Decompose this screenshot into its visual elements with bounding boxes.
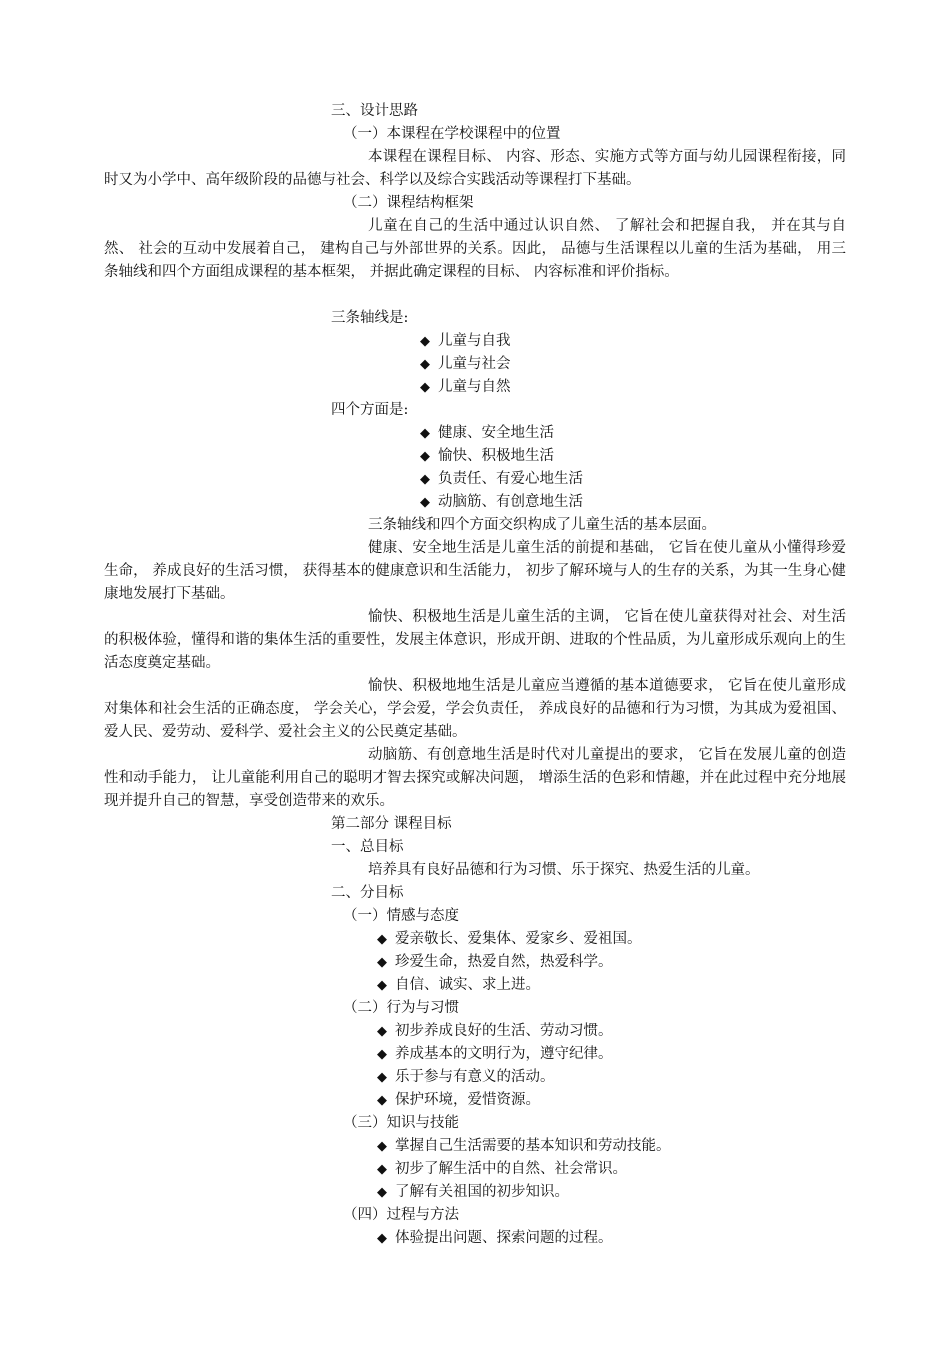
list-item: ◆ 养成基本的文明行为，遵守纪律。 [377,1043,613,1066]
diamond-bullet-icon: ◆ [377,932,387,947]
paragraph-health: 健康、安全地生活是儿童生活的前提和基础， 它旨在使儿童从小懂得珍爱生命， 养成良好的生活习惯， 获得基本的健康意识和生活能力， 初步了解环境与人的生存的关系，为其一生身心健康地发展打下基础。 [104,540,846,602]
list-item: ◆ 健康、安全地生活 [420,422,554,445]
diamond-bullet-icon: ◆ [377,1047,387,1062]
aspects-label: 四个方面是: [331,402,409,418]
axes-label: 三条轴线是: [331,310,409,326]
diamond-bullet-icon: ◆ [420,426,430,441]
list-item: ◆ 爱亲敬长、爱集体、爱家乡、爱祖国。 [377,928,642,951]
goal-group-title: （四）过程与方法 [343,1207,459,1223]
paragraph-position: 本课程在课程目标、 内容、形态、实施方式等方面与幼儿园课程衔接，同时又为小学中、高年级阶段的品德与社会、科学以及综合实践活动等课程打下基础。 [104,149,846,188]
list-item: ◆ 儿童与自然 [420,376,511,399]
diamond-bullet-icon: ◆ [377,1024,387,1039]
paragraph-moral: 愉快、积极地地生活是儿童应当遵循的基本道德要求， 它旨在使儿童形成对集体和社会生活的正确态度， 学会关心，学会爱，学会负责任， 养成良好的品德和行为习惯，为其成为爱祖国、爱人民、爱劳动、爱科学、爱社会主义的公民奠定基础。 [104,678,846,740]
diamond-bullet-icon: ◆ [420,334,430,349]
diamond-bullet-icon: ◆ [420,357,430,372]
list-item: ◆ 负责任、有爱心地生活 [420,468,583,491]
list-item: ◆ 初步养成良好的生活、劳动习惯。 [377,1020,613,1043]
diamond-bullet-icon: ◆ [377,1185,387,1200]
paragraph-framework: 儿童在自己的生活中通过认识自然、 了解社会和把握自我， 并在其与自然、 社会的互动中发展着自己， 建构自己与外部世界的关系。因此， 品德与生活课程以儿童的生活为基础， 用三条轴线和四个方面组成课程的基本框架， 并据此确定课程的目标、 内容标准和评价指标。 [104,218,846,280]
list-item: ◆ 保护环境，爱惜资源。 [377,1089,540,1112]
list-item: ◆ 掌握自己生活需要的基本知识和劳动技能。 [377,1135,671,1158]
list-item: ◆ 儿童与自我 [420,330,511,353]
subheading-position: （一）本课程在学校课程中的位置 [343,126,561,142]
paragraph-happy: 愉快、积极地生活是儿童生活的主调， 它旨在使儿童获得对社会、对生活的积极体验，懂得和谐的集体生活的重要性，发展主体意识，形成开朗、进取的个性品质，为儿童形成乐观向上的生活态度奠定基础。 [104,609,846,671]
list-item: ◆ 乐于参与有意义的活动。 [377,1066,555,1089]
paragraph-intersection: 三条轴线和四个方面交织构成了儿童生活的基本层面。 [368,517,716,533]
list-item: ◆ 儿童与社会 [420,353,511,376]
diamond-bullet-icon: ◆ [420,495,430,510]
diamond-bullet-icon: ◆ [377,1093,387,1108]
sub-goal-heading: 二、分目标 [331,885,404,901]
overall-goal-text: 培养具有良好品德和行为习惯、乐于探究、热爱生活的儿童。 [368,862,760,878]
diamond-bullet-icon: ◆ [377,955,387,970]
list-item: ◆ 愉快、积极地生活 [420,445,554,468]
diamond-bullet-icon: ◆ [377,978,387,993]
list-item: ◆ 了解有关祖国的初步知识。 [377,1181,569,1204]
goal-group-title: （一）情感与态度 [343,908,459,924]
diamond-bullet-icon: ◆ [377,1139,387,1154]
diamond-bullet-icon: ◆ [377,1070,387,1085]
paragraph-creative: 动脑筋、有创意地生活是时代对儿童提出的要求， 它旨在发展儿童的创造性和动手能力， 让儿童能利用自己的聪明才智去探究或解决问题， 增添生活的色彩和情趣，并在此过程中充分地展现并提升自己的智慧，享受创造带来的欢乐。 [104,747,846,809]
goal-group-title: （三）知识与技能 [343,1115,459,1131]
diamond-bullet-icon: ◆ [420,472,430,487]
part-heading: 第二部分 课程目标 [331,816,452,832]
list-item: ◆ 初步了解生活中的自然、社会常识。 [377,1158,627,1181]
list-item: ◆ 自信、诚实、求上进。 [377,974,540,997]
section-heading-design: 三、设计思路 [331,103,418,119]
diamond-bullet-icon: ◆ [420,380,430,395]
overall-goal-heading: 一、总目标 [331,839,404,855]
list-item: ◆ 珍爱生命，热爱自然，热爱科学。 [377,951,613,974]
list-item: ◆ 体验提出问题、探索问题的过程。 [377,1227,613,1250]
list-item: ◆ 动脑筋、有创意地生活 [420,491,583,514]
subheading-framework: （二）课程结构框架 [343,195,474,211]
diamond-bullet-icon: ◆ [420,449,430,464]
goal-group-title: （二）行为与习惯 [343,1000,459,1016]
diamond-bullet-icon: ◆ [377,1162,387,1177]
diamond-bullet-icon: ◆ [377,1231,387,1246]
